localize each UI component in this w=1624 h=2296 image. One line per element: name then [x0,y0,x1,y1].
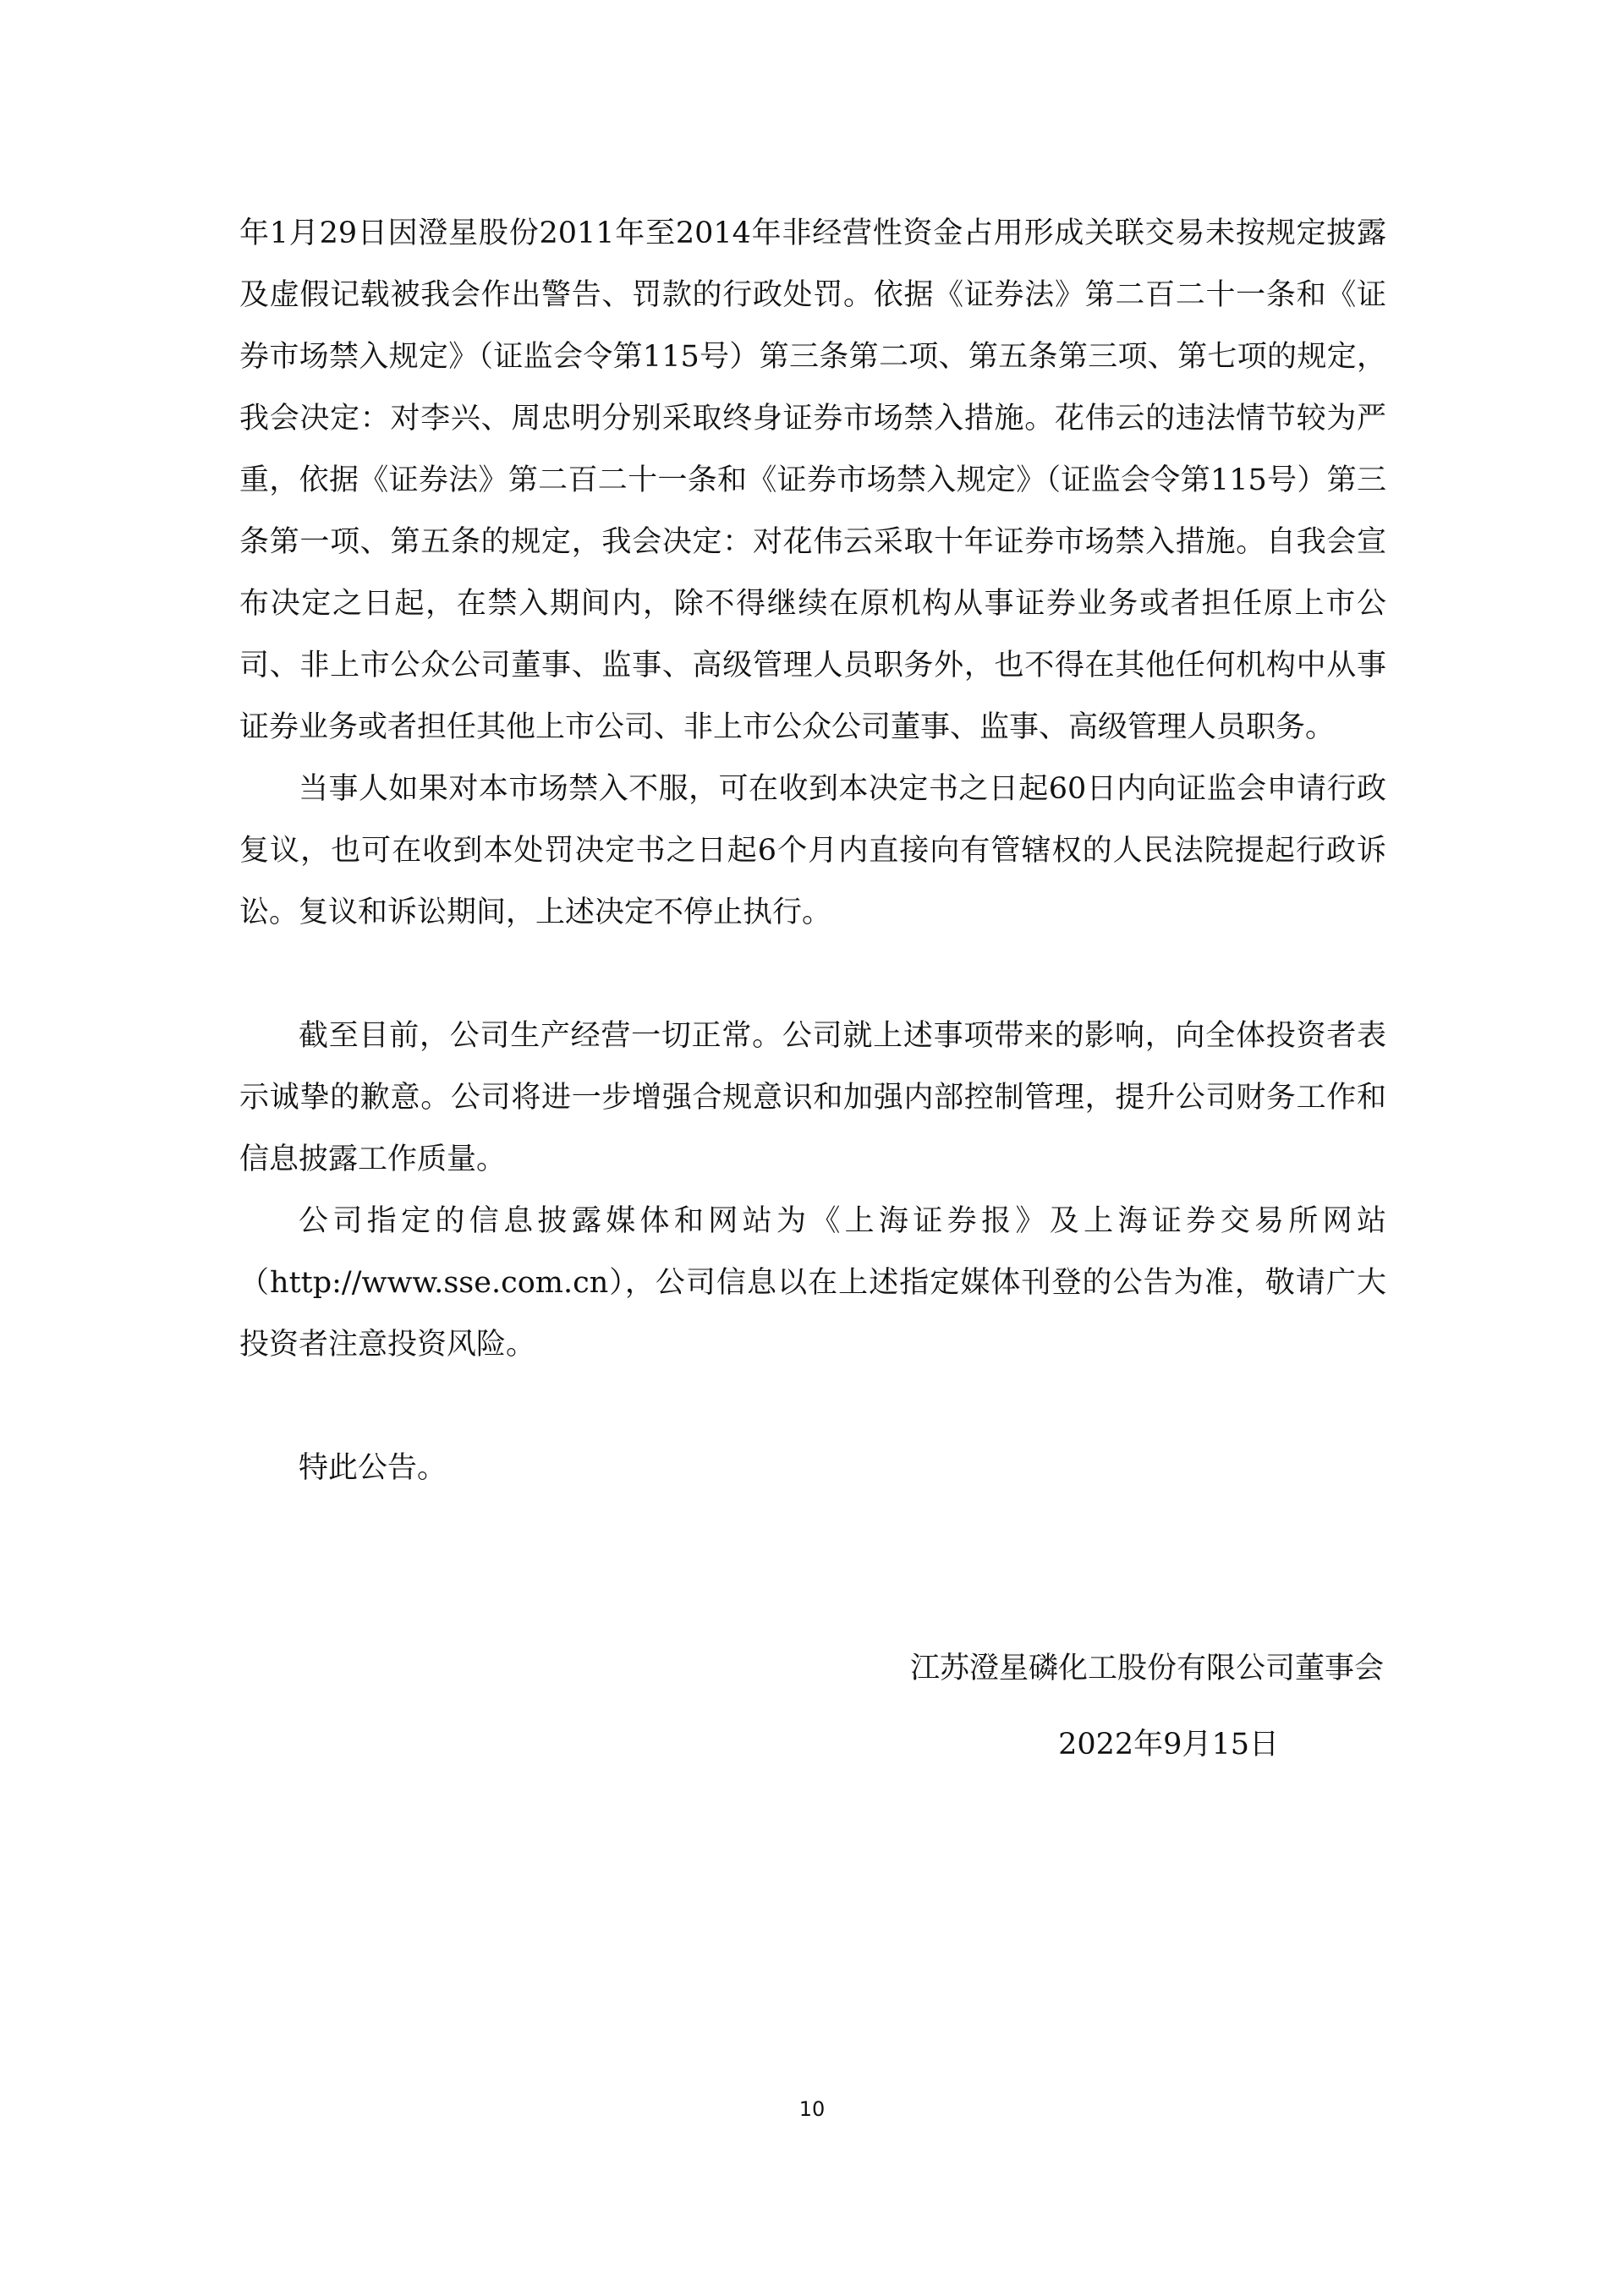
paragraph-disclosure-media: 公司指定的信息披露媒体和网站为《上海证券报》及上海证券交易所网站（http://www.sse.com.cn），公司信息以在上述指定媒体刊登的公告为准，敬请广大投资者注意投资风险。 [239,1204,1386,1362]
paragraph-company-status: 截至目前，公司生产经营一切正常。公司就上述事项带来的影响，向全体投资者表示诚挚的歉意。公司将进一步增强合规意识和加强内部控制管理，提升公司财务工作和信息披露工作质量。 [239,1019,1386,1176]
paragraph-spacer [239,1376,1386,1438]
signature-date: 2022年9月15日 [1058,1728,1279,1762]
page-number: 10 [798,2097,826,2121]
paragraph-ban-decision: 年1月29日因澄星股份2011年至2014年非经营性资金占用形成关联交易未按规定披露及虚假记载被我会作出警告、罚款的行政处罚。依据《证券法》第二百二十一条和《证券市场禁入规定》（证监会令第115号）第三条第二项、第五条第三项、第七项的规定，我会决定：对李兴、周忠明分别采取终身证券市场禁入措施。花伟云的违法情节较为严重，依据《证券法》第二百二十一条和《证券市场禁入规定》（证监会令第115号）第三条第一项、第五条的规定，我会决定：对花伟云采取十年证券市场禁入措施。自我会宣布决定之日起，在禁入期间内，除不得继续在原机构从事证券业务或者担任原上市公司、非上市公众公司董事、监事、高级管理人员职务外，也不得在其他任何机构中从事证券业务或者担任其他上市公司、非上市公众公司董事、监事、高级管理人员职务。 [239,216,1386,744]
document-body [239,203,1386,1499]
paragraph-closing: 特此公告。 [299,1451,447,1485]
paragraph-appeal-rights: 当事人如果对本市场禁入不服，可在收到本决定书之日起60日内向证监会申请行政复议，也可在收到本处罚决定书之日起6个月内直接向有管辖权的人民法院提起行政诉讼。复议和诉讼期间，上述决定不停止执行。 [239,772,1386,929]
paragraph-spacer [239,944,1386,1006]
signature-organization: 江苏澄星磷化工股份有限公司董事会 [909,1652,1384,1685]
